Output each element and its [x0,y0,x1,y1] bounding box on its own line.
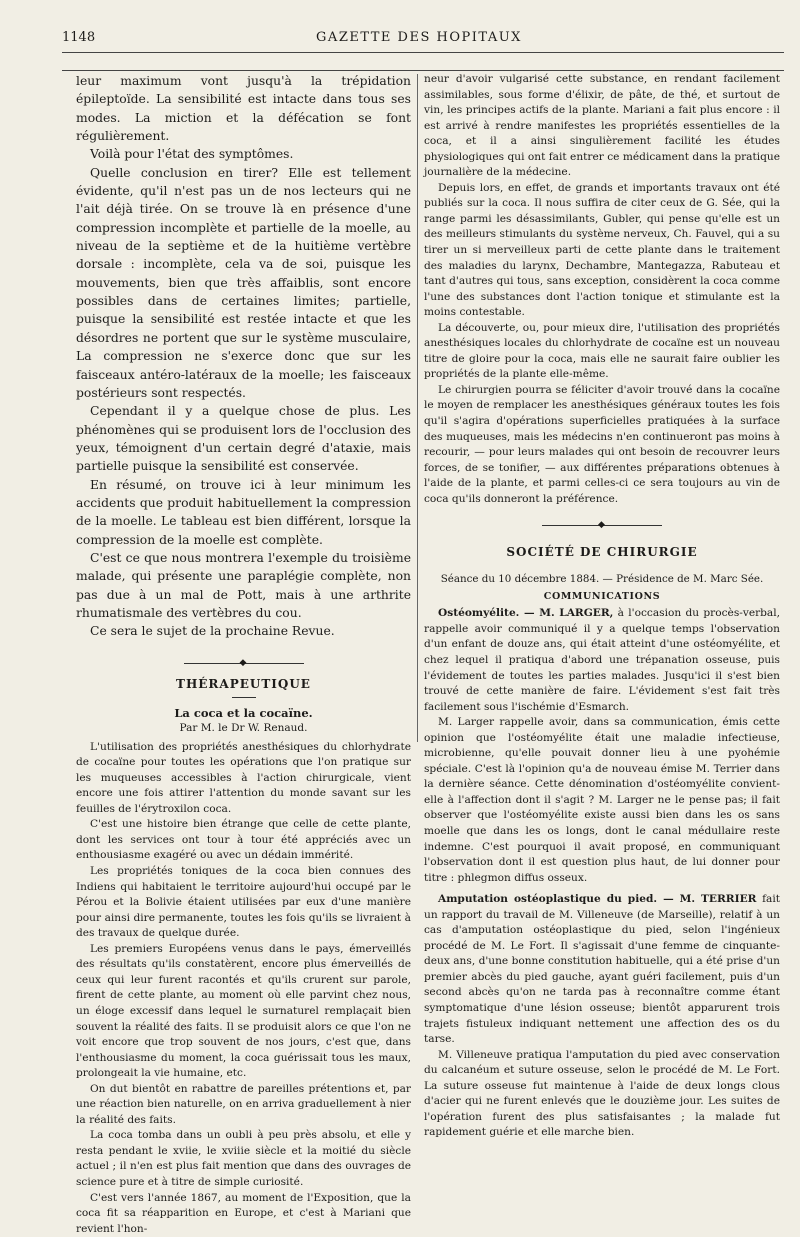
seance-line: Séance du 10 décembre 1884. — Présidence de M. Marc Sée. [440,573,764,586]
communications-heading: COMMUNICATIONS [543,591,661,603]
paragraph: C'est une histoire bien étrange que celle de cette plante, dont les services ont tour à tour été appréciés avec un enthousiasme exagéré ou avec un dédain immérité. [76,818,411,862]
left-column [76,72,411,1237]
page-header [58,30,780,50]
column-divider [417,74,418,742]
paragraph: L'utilisation des propriétés anesthésiques du chlorhydrate de cocaïne pour toutes les opérations que l'on pratique sur les muqueuses accessibles à l'action chirurgicale, vient encore une fois attirer l'attention du monde savant sur les feuilles de l'érytroxilon coca. [76,740,411,815]
runin-heading: Amputation ostéoplastique du pied. — M. TERRIER [438,893,757,906]
paragraph-text: à l'occasion du procès-verbal, rappelle avoir communiqué il y a quelque temps l'observation d'un enfant de douze ans, qui était atteint d'une ostéomyélite, et chez lequel il pratiqua d'abord une trépanation osseuse, puis l'évidement de toutes les parties malades. Jusqu'ici il s'est bien trouvé de cette manière de faire. L'évidement s'est fait très facilement sous l'ischémie d'Esmarch. [424,607,781,713]
paragraph: Voilà pour l'état des symptômes. [90,147,294,162]
header-rule [62,52,784,53]
paragraph: En résumé, on trouve ici à leur minimum les accidents que produit habituellement la compression de la moelle. Le tableau est bien différent, lorsque la compression de la moelle est complète. [76,477,411,547]
paragraph-text: fait un rapport du travail de M. Villeneuve (de Marseille), relatif à un cas d'amputation ostéoplastique du pied, selon l'ingénieux procédé de M. Le Fort. Il s'agissait d'une femme de cinquante-deux ans, d'une bonne constitution habituelle, qui a été prise d'un premier abcès du pied gauche, ayant guéri facilement, puis d'un second abcès qu'on ne tarda pas à reconnaître comme étant symptomatique d'une lésion osseuse; bientôt apparurent trois trajets fistuleux indiquant nettement une affection des os du tarse. [424,893,781,1046]
article-title: La coca et la cocaïne. [174,705,313,720]
paragraph: Le chirurgien pourra se féliciter d'avoir trouvé dans la cocaïne le moyen de remplacer les anesthésiques généraux toutes les fois qu'il s'agira d'opérations superficielles pratiquées à la surface des muqueuses, mais les médecins n'en continueront pas moins à recourir, — pour leurs malades qui ont besoin de recouvrer leurs forces, de se tonifier, — aux différentes préparations obtenues à l'aide de la plante, et parmi celles-ci ce sera toujours au vin de coca qu'ils donneront la préférence. [424,383,780,505]
section-title-therapeutique: THÉRAPEUTIQUE [176,676,311,691]
paragraph: M. Larger rappelle avoir, dans sa communication, émis cette opinion que l'ostéomyélite était une maladie infectieuse, microbienne, qu'elle pouvait donner lieu à une pyohémie spéciale. C'est là l'opinion qu'a de nouveau émise M. Terrier dans la dernière séance. Cette dénomination d'ostéomyélite convient-elle à l'affection dont il s'agit ? M. Larger ne le pense pas; il fait observer que l'ostéomyélite existe aussi bien dans les os sans moelle que dans les os longs, dont le canal médullaire reste indemne. C'est pourquoi il avait proposé, en communiquant l'observation dont il est question plus haut, de lui donner pour titre : phlegmon diffus osseux. [424,716,780,884]
paragraph: Les premiers Européens venus dans le pays, émerveillés des résultats qu'ils constatèrent, encore plus émerveillés de ceux qui leur furent racontés et qu'ils crurent sur parole, firent de cette plante, au moment où elle parvint chez nous, un éloge excessif dans lequel le surnaturel remplaçait bien souvent la réalité des faits. Il se produisit alors ce que l'on ne voit encore que trop souvent de nos jours, c'est que, dans l'enthousiasme du moment, la coca guérissait tous les maux, prolongeait la vie humaine, etc. [76,942,411,1080]
section-title-societe: SOCIÉTÉ DE CHIRURGIE [506,545,698,560]
paragraph: Ce sera le sujet de la prochaine Revue. [90,624,335,639]
paragraph: leur maximum vont jusqu'à la trépidation épileptoïde. La sensibilité est intacte dans tous ses modes. La miction et la défécation se font régulièrement. [76,74,411,144]
paragraph: Les propriétés toniques de la coca bien connues des Indiens qui habitaient le territoire aujourd'hui occupé par le Pérou et la Bolivie étaient utilisées par eux d'une manière pour ainsi dire permanente, toutes les fois qu'ils se livraient à des travaux de quelque durée. [76,865,411,940]
paragraph: neur d'avoir vulgarisé cette substance, en rendant facilement assimilables, sous forme d'élixir, de pâte, de thé, et surtout de vin, les principes actifs de la plante. Mariani a fait plus encore : il est arrivé à rendre manifestes les propriétés essentielles de la coca, et il a ainsi singulièrement facilité les études physiologiques qui ont fait entrer ce médicament dans la pratique journalière de la médecine. [424,73,780,179]
section-separator: ◆ [76,655,411,671]
runin-heading: Ostéomyélite. — M. LARGER, [438,607,614,620]
paragraph: La coca tomba dans un oubli à peu près absolu, et elle y resta pendant le xviie, le xviiie siècle et la moitié du siècle actuel ; il n'en est plus fait mention que dans des ouvrages de science pure et à titre de simple curiosité. [76,1129,411,1188]
paragraph [424,892,780,1047]
right-column [424,72,780,1141]
short-rule [232,697,256,698]
page-number: 1148 [62,30,96,45]
paragraph: M. Villeneuve pratiqua l'amputation du pied avec conservation du calcanéum et suture osseuse, selon le procédé de M. Le Fort. La suture osseuse fut maintenue à l'aide de deux longs clous d'acier qui ne furent enlevés que le douzième jour. Les suites de l'opération furent des plus satisfaisantes ; la malade fut rapidement guérie et elle marche bien. [424,1048,780,1139]
paragraph: Cependant il y a quelque chose de plus. Les phénomènes qui se produisent lors de l'occlusion des yeux, témoignent d'un certain degré d'ataxie, mais partielle puisque la sensibilité est conservée. [76,404,411,474]
paragraph: On dut bientôt en rabattre de pareilles prétentions et, par une réaction bien naturelle, on en arriva graduellement à nier la réalité des faits. [76,1082,411,1126]
paragraph: C'est ce que nous montrera l'exemple du troisième malade, qui présente une paraplégie complète, non pas due à un mal de Pott, mais à une arthrite rhumatismale des vertèbres du cou. [76,550,411,620]
paragraph: La découverte, ou, pour mieux dire, l'utilisation des propriétés anesthésiques locales du chlorhydrate de cocaïne est un nouveau titre de gloire pour la coca, mais elle ne saurait faire oublier les propriétés de la plante elle-même. [424,321,780,381]
paragraph [424,606,780,715]
running-title: GAZETTE DES HOPITAUX [316,30,522,45]
paragraph: C'est vers l'année 1867, au moment de l'Exposition, que la coca fit sa réapparition en Europe, et c'est à Mariani que revient l'hon- [76,1191,411,1235]
byline: Par M. le Dr W. Renaud. [179,721,308,734]
header-rule-double [62,70,784,71]
section-separator: ◆ [424,517,780,533]
paragraph: Depuis lors, en effet, de grands et importants travaux ont été publiés sur la coca. Il nous suffira de citer ceux de G. Sée, qui la range parmi les désassimilants, Gubler, qui pense qu'elle est un des meilleurs stimulants du système nerveux, Ch. Fauvel, qui a su tirer un si merveilleux parti de cette plante dans le traitement des maladies du larynx, Dechambre, Mantegazza, Rabuteau et tant d'autres qui tous, sans exception, considèrent la coca comme l'une des substances dont l'action tonique et stimulante est la moins contestable. [424,181,780,319]
paragraph: Quelle conclusion en tirer? Elle est tellement évidente, qu'il n'est pas un de nos lecteurs qui ne l'ait déjà tirée. On se trouve là en présence d'une compression incomplète et partielle de la moelle, au niveau de la septième et de la huitième vertèbre dorsale : incomplète, cela va de soi, puisque les mouvements, bien que très affaiblis, sont encore possibles dans de certaines limites; partielle, puisque la sensibilité est restée intacte et que les désordres ne portent que sur le système musculaire, La compression ne s'exerce donc que sur les faisceaux antéro-latéraux de la moelle; les faisceaux postérieurs sont respectés. [76,165,411,400]
